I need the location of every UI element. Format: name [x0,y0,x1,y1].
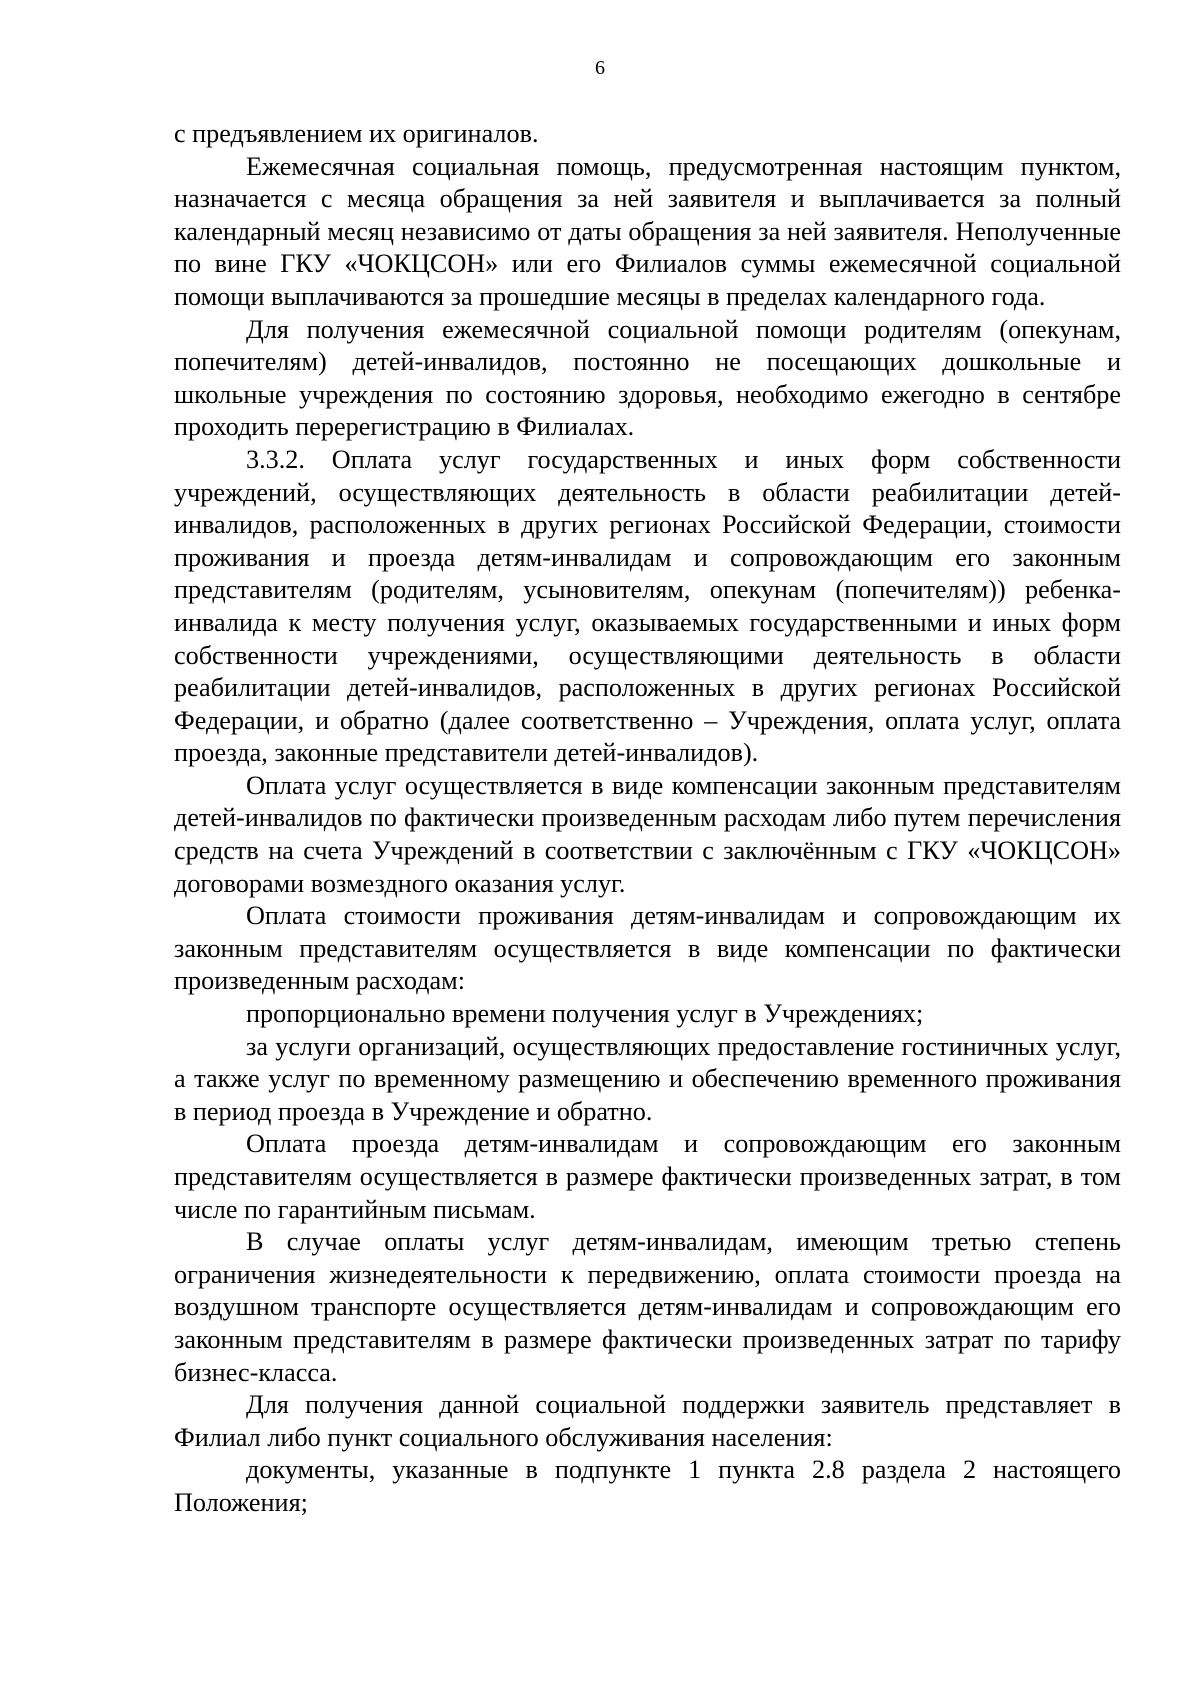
paragraph-1: с предъявлением их оригиналов. [174,119,539,148]
document-body [174,118,1121,1520]
paragraph-8: за услуги организаций, осуществляющих предоставление гостиничных услуг, а также услуг по временному размещению и обеспечению временного проживания в период проезда в Учреждение и обратно. [174,1031,1121,1126]
paragraph-10: В случае оплаты услуг детям-инвалидам, имеющим третью степень ограничения жизнедеятельности к передвижению, оплата стоимости проезда на воздушном транспорте осуществляется детям-инвалидам и сопровождающим его законным представителям в размере фактически произведенных затрат по тарифу бизнес-класса. [174,1227,1121,1387]
paragraph-3: Для получения ежемесячной социальной помощи родителям (опекунам, попечителям) детей-инвалидов, постоянно не посещающих дошкольные и школьные учреждения по состоянию здоровья, необходимо ежегодно в сентябре проходить перерегистрацию в Филиалах. [174,314,1121,442]
page-number: 6 [595,57,605,79]
paragraph-11: Для получения данной социальной поддержки заявитель представляет в Филиал либо пункт социального обслуживания населения: [174,1390,1121,1452]
paragraph-12: документы, указанные в подпункте 1 пункта 2.8 раздела 2 настоящего Положения; [174,1455,1121,1517]
paragraph-9: Оплата проезда детям-инвалидам и сопровождающим его законным представителям осуществляется в размере фактически произведенных затрат, в том числе по гарантийным письмам. [174,1129,1121,1224]
paragraph-5: Оплата услуг осуществляется в виде компенсации законным представителям детей-инвалидов по фактически произведенным расходам либо путем перечисления средств на счета Учреждений в соответствии с заключённым с ГКУ «ЧОКЦСОН» договорами возмездного оказания услуг. [174,770,1121,898]
paragraph-2: Ежемесячная социальная помощь, предусмотренная настоящим пунктом, назначается с месяца обращения за ней заявителя и выплачивается за полный календарный месяц независимо от даты обращения за ней заявителя. Неполученные по вине ГКУ «ЧОКЦСОН» или его Филиалов суммы ежемесячной социальной помощи выплачиваются за прошедшие месяцы в пределах календарного года. [174,151,1121,311]
paragraph-6: Оплата стоимости проживания детям-инвалидам и сопровождающим их законным представителям осуществляется в виде компенсации по фактически произведенным расходам: [174,901,1121,996]
paragraph-4: 3.3.2. Оплата услуг государственных и иных форм собственности учреждений, осуществляющих деятельность в области реабилитации детей-инвалидов, расположенных в других регионах Российской Федерации, стоимости проживания и проезда детям-инвалидам и сопровождающим его законным представителям (родителям, усыновителям, опекунам (попечителям)) ребенка-инвалида к месту получения услуг, оказываемых государственными и иных форм собственности учреждениями, осуществляющими деятельность в области реабилитации детей-инвалидов, расположенных в других регионах Российской Федерации, и обратно (далее соответственно – Учреждения, оплата услуг, оплата проезда, законные представители детей-инвалидов). [174,444,1121,768]
paragraph-7: пропорционально времени получения услуг в Учреждениях; [246,999,924,1029]
